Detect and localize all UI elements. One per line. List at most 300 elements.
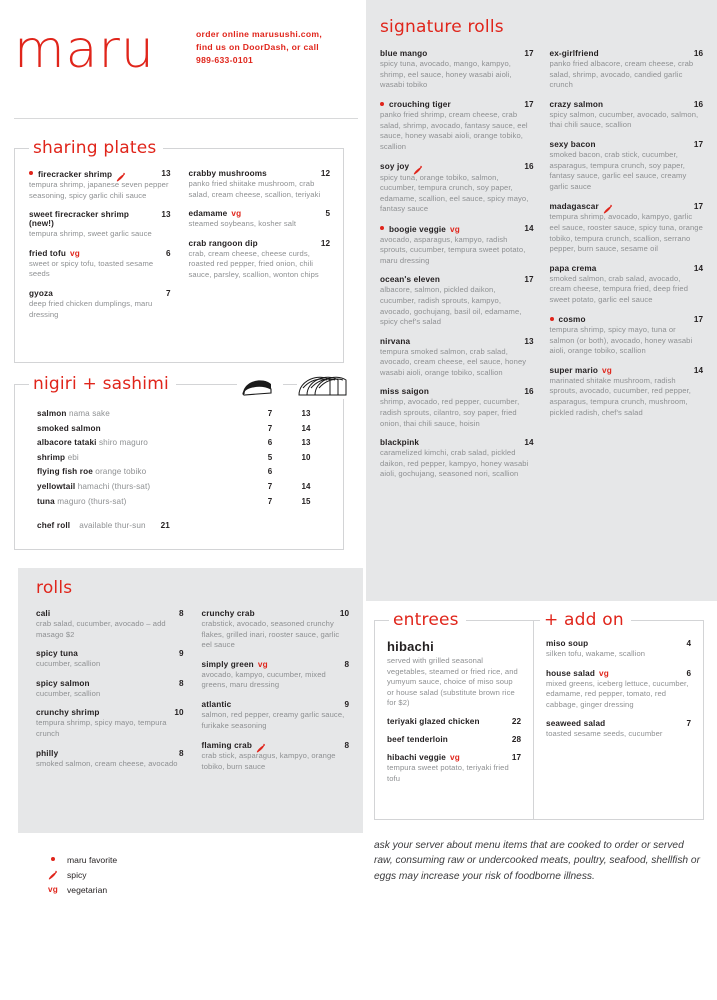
menu-item-description: tempura smoked salmon, crab salad, avocado, cream cheese, eel sauce, honey wasabi aioli, orange tobiko, scallion <box>380 346 527 377</box>
menu-item-description: panko fried shrimp, cream cheese, crab salad, shrimp, avocado, fantasy sauce, eel sauce, honey wasabi aioli, orange tobiko, scallion <box>380 110 528 152</box>
signature-rolls-title: signature rolls <box>380 17 504 37</box>
legend-item-spicy <box>46 867 117 882</box>
menu-item-description: smoked bacon, crab stick, cucumber, asparagus, tempura crunch, soy paper, fantasy sauce, garlic eel sauce, creamy garlic sauce <box>549 149 687 191</box>
menu-item-name-group <box>387 735 506 744</box>
signature-rolls-right-column <box>550 49 704 489</box>
nigiri-price: 6 <box>267 467 273 477</box>
nigiri-item-label: albacore tataki <box>37 438 97 448</box>
menu-item-name-group <box>550 315 688 324</box>
menu-item-price: 22 <box>511 716 521 726</box>
menu-item-price: 17 <box>693 314 703 324</box>
menu-item-name-group <box>387 753 506 762</box>
menu-item-name-group <box>29 289 160 298</box>
menu-item-label: crunchy shrimp <box>36 708 100 718</box>
legend-label-spicy: spicy <box>67 869 87 880</box>
nigiri-name-cell <box>37 436 253 451</box>
menu-item-price: 17 <box>524 49 534 58</box>
contact-line-2: find us on DoorDash, or call <box>196 42 319 52</box>
menu-item-name-group <box>202 609 334 618</box>
menu-item-description: panko fried albacore, cream cheese, crab salad, shrimp, avocado, candied garlic crunch <box>549 59 694 90</box>
menu-item-description: spicy salmon, cucumber, avocado, salmon, thai chili sauce, scallion <box>549 109 699 130</box>
menu-item-label: sweet firecracker shrimp (new!) <box>29 210 130 229</box>
menu-item-label: crabby mushrooms <box>188 169 267 178</box>
nigiri-name-cell <box>37 465 253 480</box>
menu-item-description: albacore, salmon, pickled daikon, cucumber, radish sprouts, kampyo, avocado, gochujang, basil oil, edamame, spicy chef's salad <box>380 285 522 327</box>
menu-item-header <box>189 209 331 218</box>
menu-item <box>550 315 704 357</box>
menu-item-label: teriyaki glazed chicken <box>387 716 480 726</box>
menu-item-price: 7 <box>165 288 171 298</box>
menu-item-label: fried tofu <box>29 248 66 258</box>
menu-item-description: toasted sesame seeds, cucumber <box>546 729 663 739</box>
chef-roll-name: chef roll <box>37 521 71 531</box>
menu-item-description: tempura shrimp, sweet garlic sauce <box>29 229 152 239</box>
legend-label-vegetarian: vegetarian <box>67 884 108 895</box>
menu-item-description: shrimp, avocado, red pepper, cucumber, radish sprouts, cilantro, soy paper, fried onion, thai chili sauce, hoisin <box>380 397 520 428</box>
menu-item-description: steamed soybeans, kosher salt <box>188 219 297 229</box>
maru-favorite-dot-icon <box>29 171 33 175</box>
menu-item-label: hibachi veggie <box>387 752 446 762</box>
menu-item-description: tempura shrimp, spicy mayo, tuna or salmon (or both), avocado, honey wasabi aioli, orange tobiko, scallion <box>549 325 693 356</box>
menu-item-description: crabstick, avocado, seasoned crunchy flakes, grilled inari, rooster sauce, garlic eel sauce <box>201 619 340 650</box>
maru-favorite-dot-icon <box>380 226 384 230</box>
vegetarian-vg-icon: vg <box>598 668 609 678</box>
menu-item-description: smoked salmon, cream cheese, avocado <box>36 758 178 768</box>
menu-item <box>202 660 350 691</box>
spicy-chili-icon <box>413 162 424 172</box>
nigiri-item-label: smoked salmon <box>37 423 101 433</box>
vegetarian-vg-icon: vg <box>602 365 612 375</box>
menu-item-header <box>380 49 534 58</box>
sharing-plates-left-column <box>29 169 171 329</box>
menu-item <box>550 140 704 192</box>
menu-item-price: 8 <box>178 678 184 688</box>
nigiri-item-label: flying fish roe <box>37 467 93 477</box>
menu-item <box>380 224 534 266</box>
nigiri-name-cell <box>37 480 253 495</box>
menu-item-description: mixed greens, iceberg lettuce, cucumber, edamame, red pepper, tomato, red cabbage, ginger dressing <box>546 678 689 709</box>
menu-item <box>36 649 184 670</box>
menu-item-header <box>29 169 171 179</box>
menu-item-price: 13 <box>161 210 171 220</box>
maru-favorite-dot-icon <box>550 317 554 321</box>
menu-item <box>36 708 184 739</box>
sashimi-icon <box>297 371 351 399</box>
menu-item <box>550 366 704 418</box>
menu-item-price: 17 <box>511 752 521 762</box>
menu-item-name-group <box>550 140 688 149</box>
menu-item <box>546 669 691 711</box>
menu-item-name-group <box>202 660 339 669</box>
menu-item-header <box>380 224 534 234</box>
menu-item-description: tempura shrimp, japanese seven pepper seasoning, spicy garlic chili sauce <box>29 180 169 200</box>
nigiri-price: 5 <box>267 452 273 462</box>
menu-item-label: house salad <box>546 668 595 678</box>
menu-item-name-group <box>380 225 518 234</box>
brand-logo: maru <box>14 20 155 80</box>
menu-item-label: ocean's eleven <box>380 275 441 285</box>
menu-item <box>202 740 350 772</box>
menu-item-description: smoked salmon, crab salad, avocado, cream cheese, tempura fried, deep fried sweet potato, garlic eel sauce <box>549 273 689 304</box>
sharing-plates-section <box>14 138 344 363</box>
menu-item-description: avocado, kampyo, cucumber, mixed greens, maru dressing <box>201 669 326 690</box>
menu-item-label: soy joy <box>380 162 410 172</box>
menu-item-header <box>380 337 534 346</box>
nigiri-price: 7 <box>267 423 273 433</box>
legend-item-vegetarian <box>46 882 117 897</box>
menu-item-name-group <box>202 740 339 750</box>
menu-item-name-group <box>202 700 339 709</box>
menu-item-name-group <box>189 169 315 178</box>
menu-item <box>380 162 534 215</box>
nigiri-row <box>37 436 325 451</box>
spicy-chili-icon <box>116 169 127 179</box>
menu-item <box>550 264 704 306</box>
menu-item-price: 14 <box>524 438 534 448</box>
menu-item-label: miso soup <box>546 639 589 648</box>
menu-item-price: 14 <box>693 365 703 375</box>
menu-item-header <box>550 264 704 273</box>
sashimi-price: 15 <box>301 496 311 506</box>
nigiri-item-label: shrimp <box>37 452 66 462</box>
menu-item <box>387 753 521 784</box>
menu-item-price: 16 <box>693 99 703 109</box>
menu-item-description: panko fried shiitake mushroom, crab salad, cream cheese, scallion, teriyaki <box>188 179 321 199</box>
menu-item <box>202 609 350 651</box>
menu-item-name-group <box>29 210 155 228</box>
menu-item-description: silken tofu, wakame, scallion <box>546 649 646 658</box>
menu-item <box>202 700 350 731</box>
menu-item-header <box>29 249 171 258</box>
sharing-plates-title: sharing plates <box>29 138 163 158</box>
menu-item-name-group <box>36 708 168 717</box>
nigiri-price: 7 <box>267 409 273 418</box>
menu-item <box>546 719 691 740</box>
menu-item-price: 6 <box>165 248 171 258</box>
menu-item-label: ex-girlfriend <box>549 49 599 58</box>
menu-item-description: crab stick, asparagus, kampyo, orange tobiko, burn sauce <box>201 751 336 771</box>
menu-item-header <box>29 289 171 298</box>
legend-label-favorite: maru favorite <box>67 854 118 865</box>
menu-item <box>380 49 534 91</box>
menu-item-label: spicy tuna <box>36 649 78 659</box>
menu-item-name-group <box>36 749 173 758</box>
menu-item-description: crab, cream cheese, cheese curds, roasted red pepper, fried onion, chili sauce, parsley, scallion, wonton chips <box>188 248 319 279</box>
menu-item-price: 17 <box>524 99 534 109</box>
menu-item-name-group <box>380 162 518 172</box>
contact-line-1: order online marusushi.com, <box>196 29 323 39</box>
menu-item-name-group <box>550 201 688 211</box>
nigiri-item-subtitle: ebi <box>65 452 79 462</box>
menu-item-price: 7 <box>686 719 691 729</box>
nigiri-item-label: tuna <box>37 496 55 506</box>
menu-item-label: crab rangoon dip <box>188 238 258 248</box>
menu-item-price: 6 <box>686 668 691 678</box>
menu-item-name-group <box>546 669 680 678</box>
spicy-chili-icon <box>256 740 267 750</box>
menu-item-header <box>380 275 534 284</box>
menu-item <box>380 275 534 327</box>
menu-item-header <box>550 366 704 375</box>
vegetarian-vg-icon: vg <box>69 248 80 258</box>
menu-item-description: cucumber, scallion <box>36 688 101 698</box>
nigiri-row <box>37 422 325 437</box>
menu-item-price: 10 <box>339 609 349 618</box>
menu-item-description: tempura sweet potato, teriyaki fried tofu <box>387 762 509 783</box>
menu-item-price: 17 <box>693 201 703 211</box>
menu-item-header <box>202 660 350 669</box>
menu-item-name-group <box>550 49 688 58</box>
menu-item <box>380 438 534 480</box>
contact-block <box>196 28 356 67</box>
nigiri-name-cell <box>37 451 253 466</box>
disclaimer-text: ask your server about menu items that are cooked to order or served raw, consuming raw or undercooked meats, poultry, seafood, shellfish or eggs may increase your risk of foodborne illness. <box>374 840 700 882</box>
nigiri-sashimi-section <box>14 374 344 550</box>
menu-item-header <box>387 717 521 726</box>
menu-item-name-group <box>380 387 518 396</box>
menu-item-header <box>387 753 521 762</box>
menu-item-price: 12 <box>320 238 330 248</box>
nigiri-price: 7 <box>267 496 273 506</box>
menu-item <box>36 679 184 700</box>
menu-item-label: nirvana <box>380 336 411 346</box>
vegetarian-vg-icon: vg <box>257 659 268 669</box>
menu-item-label: flaming crab <box>201 740 252 750</box>
menu-item-header <box>36 708 184 717</box>
menu-item-label: simply green <box>201 659 254 669</box>
menu-item <box>380 387 534 429</box>
menu-item <box>380 100 534 153</box>
nigiri-row <box>37 495 325 510</box>
menu-item-header <box>380 100 534 110</box>
nigiri-item-subtitle: shiro maguro <box>96 438 148 448</box>
spicy-chili-icon <box>46 870 60 880</box>
menu-item-price: 10 <box>174 708 184 718</box>
menu-item <box>36 749 184 770</box>
menu-item <box>29 289 171 320</box>
menu-item-price: 16 <box>524 387 534 397</box>
hibachi-description: served with grilled seasonal vegetables, steamed or fried rice, and yumyum sauce, choice of miso soup or house salad (substitute brown rice for $2) <box>387 656 518 708</box>
add-on-item-list <box>534 621 703 740</box>
menu-item-header <box>36 679 184 688</box>
menu-item-header <box>380 438 534 447</box>
sashimi-price: 10 <box>301 452 311 462</box>
menu-item-label: blue mango <box>380 49 428 58</box>
menu-item-label: sexy bacon <box>549 139 596 149</box>
rolls-section <box>18 568 363 833</box>
nigiri-name-cell <box>37 422 253 437</box>
nigiri-item-subtitle: hamachi (thurs-sat) <box>75 481 151 491</box>
menu-item <box>546 639 691 660</box>
menu-item <box>29 169 171 201</box>
nigiri-item-subtitle: orange tobiko <box>92 467 147 477</box>
chef-roll-row <box>15 509 343 530</box>
menu-item-header <box>380 387 534 396</box>
menu-item <box>36 609 184 640</box>
menu-item-price: 17 <box>693 139 703 149</box>
menu-item-name-group <box>546 719 680 728</box>
menu-item-label: miss saigon <box>380 387 429 397</box>
menu-item-header <box>36 749 184 758</box>
menu-item <box>550 201 704 254</box>
menu-item-label: firecracker shrimp <box>38 169 113 179</box>
menu-item-price: 16 <box>693 49 703 58</box>
add-on-title: + add on <box>540 610 631 630</box>
add-on-section <box>534 610 704 820</box>
menu-item-header <box>189 239 331 248</box>
entrees-section <box>374 610 534 820</box>
maru-favorite-dot-icon <box>380 102 384 106</box>
nigiri-row <box>37 451 325 466</box>
menu-item-price: 13 <box>161 169 171 178</box>
menu-item-price: 14 <box>693 263 703 273</box>
menu-item-header <box>380 162 534 172</box>
nigiri-price-table <box>15 385 343 509</box>
menu-item-price: 8 <box>178 748 184 758</box>
nigiri-name-cell <box>37 407 253 422</box>
menu-item-price: 14 <box>524 224 534 234</box>
menu-item <box>189 239 331 281</box>
menu-item-header <box>550 100 704 109</box>
menu-item-description: crab salad, cucumber, avocado – add masago $2 <box>36 619 166 639</box>
menu-item-name-group <box>189 209 320 218</box>
menu-item-description: tempura shrimp, avocado, kampyo, garlic eel sauce, rooster sauce, spicy tuna, orange tobiko, tempura crunch, scallion, serrano pepper, burn sauce, sesame oil <box>549 212 703 254</box>
entrees-title: entrees <box>389 610 466 630</box>
menu-item-header <box>550 201 704 211</box>
menu-item-description: sweet or spicy tofu, toasted sesame seeds <box>29 258 154 279</box>
menu-item-header <box>550 49 704 58</box>
menu-item-name-group <box>380 275 518 284</box>
menu-item-label: spicy salmon <box>36 678 90 688</box>
menu-item-price: 13 <box>524 336 534 346</box>
menu-item-label: crunchy crab <box>201 609 255 618</box>
vegetarian-vg-icon: vg <box>449 752 460 762</box>
menu-item-name-group <box>550 100 688 109</box>
menu-item-header <box>546 669 691 678</box>
rolls-left-column <box>36 609 184 781</box>
menu-item-description: caramelized kimchi, crab salad, pickled daikon, red pepper, kampyo, honey wasabi aioli, gochujang, seasoned nori, scallion <box>380 448 529 479</box>
nigiri-row <box>37 407 325 422</box>
vegetarian-vg-icon: vg <box>48 885 58 894</box>
menu-item-name-group <box>189 239 315 248</box>
menu-item-header <box>550 140 704 149</box>
menu-item <box>29 249 171 280</box>
menu-item <box>550 49 704 91</box>
sashimi-price: 13 <box>301 409 311 418</box>
menu-item-header <box>546 719 691 728</box>
menu-item-header <box>202 700 350 709</box>
menu-item-price: 17 <box>524 275 534 285</box>
nigiri-item-label: yellowtail <box>37 481 76 491</box>
menu-item-label: madagascar <box>549 201 599 211</box>
menu-item-description: tempura shrimp, spicy mayo, tempura crunch <box>36 718 167 738</box>
menu-item-name-group <box>29 249 160 258</box>
menu-item-label: blackpink <box>380 438 420 448</box>
nigiri-price: 7 <box>267 481 273 491</box>
sashimi-price: 13 <box>301 438 311 448</box>
nigiri-price: 6 <box>267 438 273 448</box>
menu-item-name-group <box>380 100 518 109</box>
nigiri-sashimi-title: nigiri + sashimi <box>29 374 176 394</box>
menu-item-label: papa crema <box>549 263 597 273</box>
sashimi-price: 14 <box>301 423 311 433</box>
menu-item-price: 9 <box>178 649 184 659</box>
sashimi-price: 14 <box>301 481 311 491</box>
nigiri-item-subtitle: maguro (thurs-sat) <box>54 496 127 506</box>
menu-item-label: gyoza <box>29 288 53 298</box>
menu-item-name-group <box>380 49 518 58</box>
menu-item-header <box>202 740 350 750</box>
menu-item-price: 8 <box>178 609 184 618</box>
contact-line-3: 989-633-0101 <box>196 55 254 65</box>
menu-item-name-group <box>380 438 518 447</box>
menu-item-label: cosmo <box>558 315 586 324</box>
menu-item-label: cali <box>36 609 51 618</box>
nigiri-row <box>37 465 325 480</box>
legend-item-favorite <box>46 852 117 867</box>
menu-item-price: 12 <box>320 169 330 178</box>
menu-item-name-group <box>546 639 680 648</box>
vegetarian-vg-icon: vg <box>231 209 242 219</box>
menu-item <box>29 210 171 240</box>
menu-item-label: boogie veggie <box>389 224 446 234</box>
signature-rolls-section <box>366 0 717 601</box>
entrees-item-list <box>387 717 521 784</box>
header-divider <box>14 118 358 119</box>
menu-item-description: salmon, red pepper, creamy garlic sauce, furikake seasoning <box>201 709 345 730</box>
menu-item-header <box>36 649 184 658</box>
menu-item <box>380 337 534 379</box>
menu-item-description: spicy tuna, orange tobiko, salmon, cucumber, tempura crunch, soy paper, edamame, scallion, eel sauce, spicy mayo, fantasy sauce <box>380 172 529 214</box>
menu-item-price: 8 <box>344 659 349 669</box>
menu-item-description: spicy tuna, avocado, mango, kampyo, shrimp, eel sauce, honey wasabi aioli, wasabi tobiko <box>380 59 512 90</box>
legend <box>46 852 117 897</box>
menu-item-label: atlantic <box>201 699 232 709</box>
menu-item-label: crazy salmon <box>549 99 604 109</box>
signature-rolls-left-column <box>380 49 534 489</box>
menu-item-description: marinated shitake mushroom, radish sprouts, avocado, cucumber, red pepper, asparagus, tempura crunch, mushroom, pickled radish, chef's salad <box>549 375 692 417</box>
menu-item-name-group <box>387 717 506 726</box>
menu-item <box>189 209 331 230</box>
menu-item-header <box>189 169 331 178</box>
chef-roll-sub: available thur-sun <box>79 521 146 531</box>
menu-item-price: 16 <box>524 162 534 172</box>
spicy-chili-icon <box>603 201 614 211</box>
menu-item-price: 9 <box>344 699 349 709</box>
nigiri-icon <box>237 372 283 398</box>
vegetarian-vg-icon: vg <box>450 224 460 234</box>
menu-item-header <box>546 639 691 648</box>
menu-item-header <box>36 609 184 618</box>
menu-item-label: super mario <box>549 365 599 375</box>
menu-item-name-group <box>36 609 173 618</box>
rolls-right-column <box>202 609 350 781</box>
menu-item-name-group <box>550 366 688 375</box>
maru-favorite-dot-icon <box>46 858 60 862</box>
menu-item-name-group <box>36 679 173 688</box>
rolls-title: rolls <box>36 578 73 598</box>
hibachi-heading: hibachi <box>387 639 434 654</box>
menu-item-header <box>202 609 350 618</box>
menu-item-header <box>550 315 704 325</box>
menu-item-label: edamame <box>188 209 228 219</box>
menu-item-label: seaweed salad <box>546 719 606 729</box>
menu-item-label: philly <box>36 748 59 758</box>
menu-item-description: avocado, asparagus, kampyo, radish sprouts, cucumber, tempura sweet potato, maru dressing <box>380 234 526 265</box>
nigiri-row <box>37 480 325 495</box>
menu-item <box>550 100 704 131</box>
menu-item-price: 8 <box>344 740 349 750</box>
